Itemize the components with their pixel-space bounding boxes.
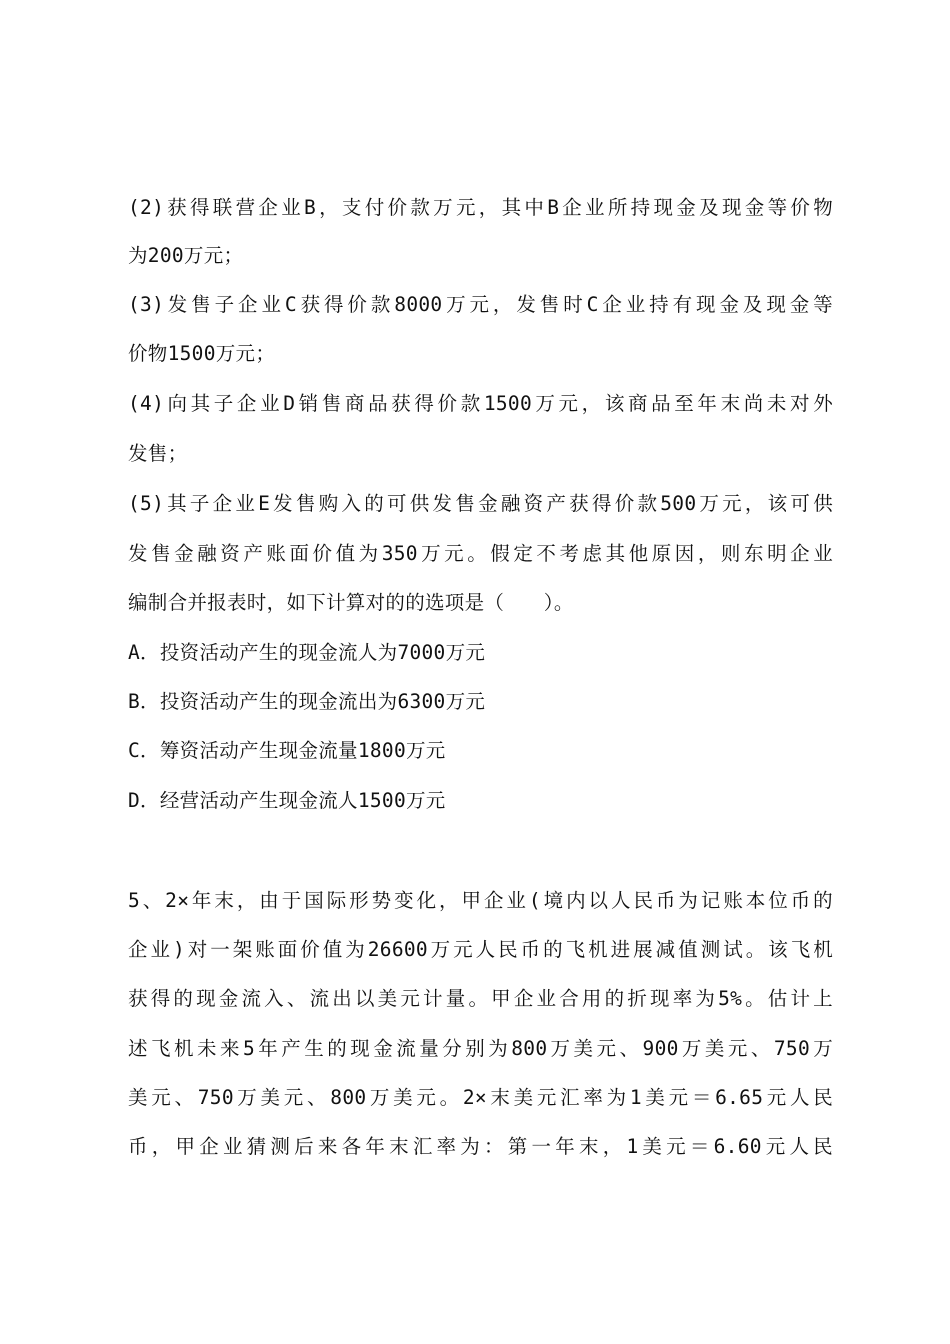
q5-line4: 述飞机未来5年产生的现金流量分别为800万美元、900万美元、750万 [128, 1037, 833, 1060]
q4-item4-line2: 发售； [128, 442, 188, 465]
q4-option-a: A．投资活动产生的现金流人为7000万元 [128, 641, 486, 664]
q4-item2-line1: (2)获得联营企业B，支付价款万元，其中B企业所持现金及现金等价物 [128, 196, 833, 219]
q4-item3-line2: 价物1500万元； [128, 342, 276, 365]
q4-item3-line1: (3)发售子企业C获得价款8000万元，发售时C企业持有现金及现金等 [128, 293, 833, 316]
q4-item4-line1: (4)向其子企业D销售商品获得价款1500万元，该商品至年末尚未对外 [128, 392, 833, 415]
q5-line6: 币，甲企业猜测后来各年末汇率为：第一年末，1美元＝6.60元人民 [128, 1135, 833, 1158]
q4-item5-line1: (5)其子企业E发售购入的可供发售金融资产获得价款500万元，该可供 [128, 492, 833, 515]
q5-line3: 获得的现金流入、流出以美元计量。甲企业合用的折现率为5%。估计上 [128, 987, 833, 1010]
q4-option-d: D．经营活动产生现金流人1500万元 [128, 789, 446, 812]
q4-item5-line3: 编制合并报表时，如下计算对的的选项是（ ）。 [128, 591, 574, 614]
q4-item2-line2: 为200万元； [128, 244, 244, 267]
q5-line2: 企业)对一架账面价值为26600万元人民币的飞机进展减值测试。该飞机 [128, 938, 833, 961]
q4-option-c: C．筹资活动产生现金流量1800万元 [128, 739, 446, 762]
q5-line1: 5、2×年末，由于国际形势变化，甲企业(境内以人民币为记账本位币的 [128, 889, 833, 912]
q4-item5-line2: 发售金融资产账面价值为350万元。假定不考虑其他原因，则东明企业 [128, 542, 833, 565]
q4-option-b: B．投资活动产生的现金流出为6300万元 [128, 690, 486, 713]
q5-line5: 美元、750万美元、800万美元。2×末美元汇率为1美元＝6.65元人民 [128, 1086, 833, 1109]
